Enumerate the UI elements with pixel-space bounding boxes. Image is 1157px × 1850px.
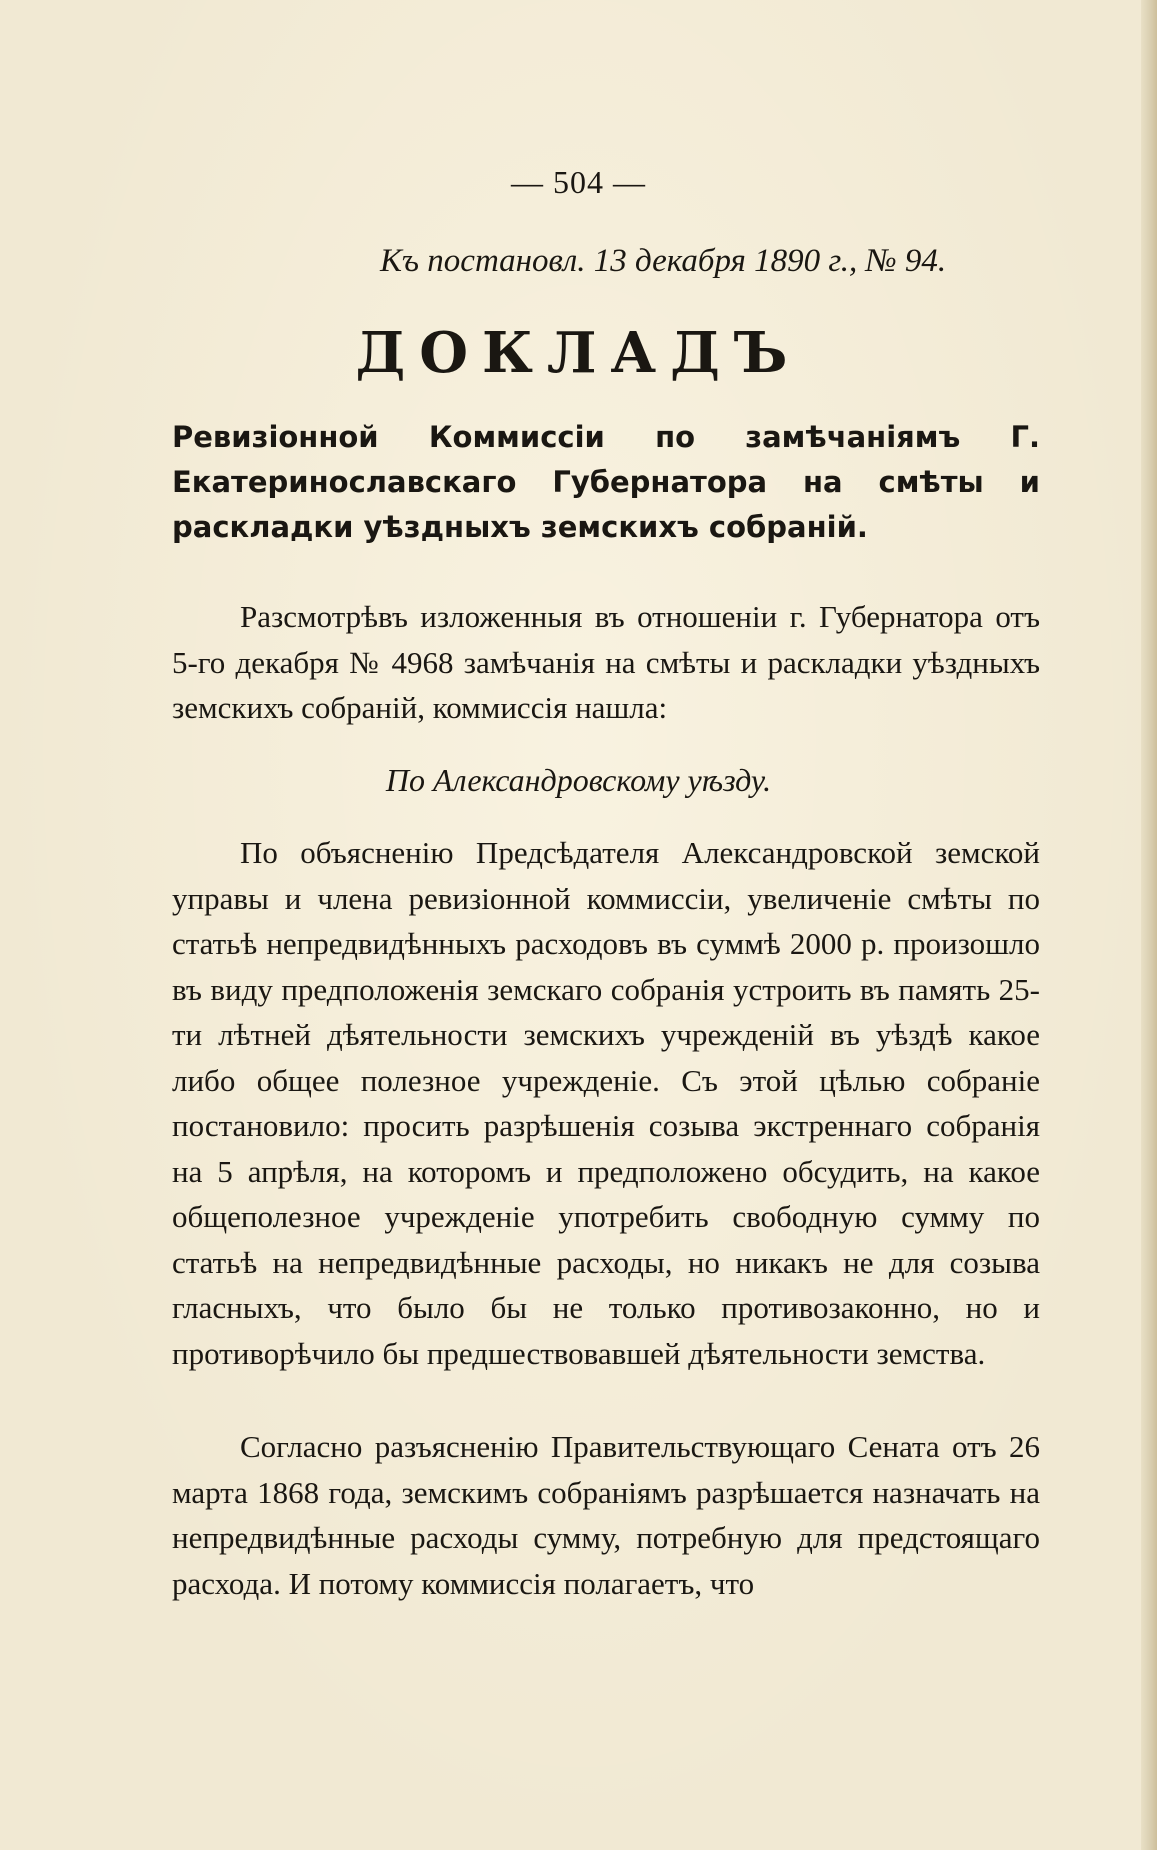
senate-paragraph [172,1424,1040,1606]
section-heading: По Александровскому уѣзду. [385,762,772,798]
document-title: ДОКЛАДЪ [355,320,802,386]
page-number: — 504 — [511,164,646,200]
explanation-paragraph [172,830,1040,1376]
resolution-reference: Къ постановл. 13 декабря 1890 г., № 94. [380,243,947,279]
senate-text: Согласно разъясненію Правительствующаго Сената отъ 26 марта 1868 года, земскимъ собраніямъ разрѣшается назначать на непредвидѣнные расходы сумму, потребную для предстоящаго расхода. И потому коммиссія полагаетъ, что [172,1429,1040,1601]
intro-text: Разсмотрѣвъ изложенныя въ отношеніи г. Губернатора отъ 5-го декабря № 4968 замѣчанія на смѣты и раскладки уѣздныхъ земскихъ собраній, коммиссія нашла: [172,599,1040,725]
page-edge [1141,0,1157,1850]
document-subtitle: Ревизіонной Коммиссіи по замѣчаніямъ Г. Екатеринославскаго Губернатора на смѣты и раскладки уѣздныхъ земскихъ собраній. [172,420,1040,544]
explanation-text: По объясненію Предсѣдателя Александровской земской управы и члена ревизіонной коммиссіи, увеличеніе смѣты по статьѣ непредвидѣнныхъ расходовъ въ суммѣ 2000 р. произошло въ виду предположенія земскаго собранія устроить въ память 25-ти лѣтней дѣятельности земскихъ учрежденій въ уѣздѣ какое либо общее полезное учрежденіе. Съ этой цѣлью собраніе постановило: просить разрѣшенія созыва экстреннаго собранія на 5 апрѣля, на которомъ и предположено обсудить, на какое общеполезное учрежденіе употребить свободную сумму по статьѣ на непредвидѣнные расходы, но никакъ не для созыва гласныхъ, что было бы не только противозаконно, но и противорѣчило бы предшествовавшей дѣятельности земства. [172,835,1040,1371]
intro-paragraph [172,594,1040,731]
